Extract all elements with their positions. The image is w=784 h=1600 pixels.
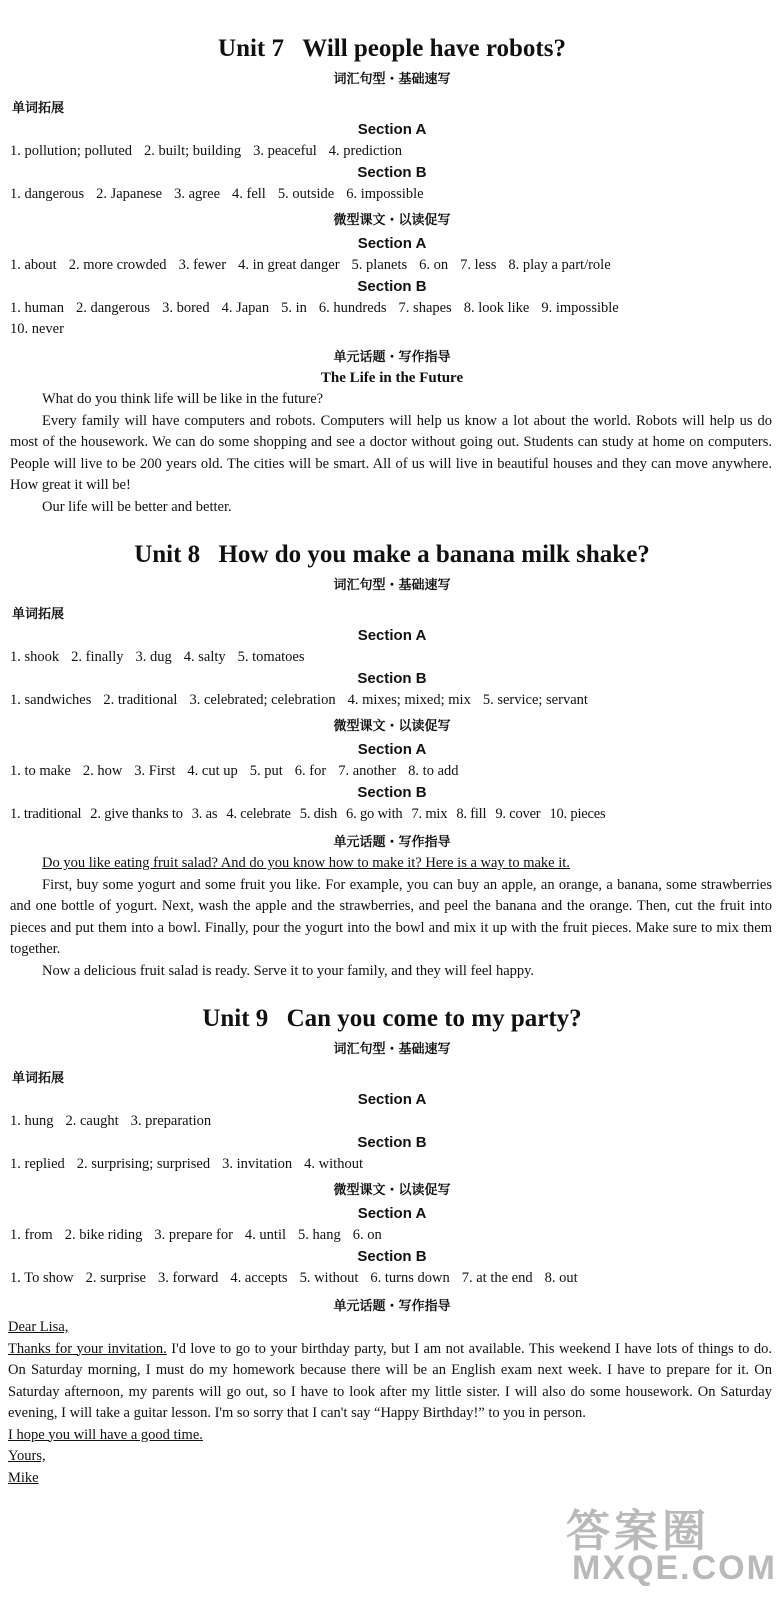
answer-item: 1. shook — [10, 649, 60, 665]
answer-item: 4. in great danger — [238, 257, 340, 273]
unit8-essay-opening: Do you like eating fruit salad? And do you know how to make it? Here is a way to make it. — [42, 855, 570, 871]
letter-thanks: Thanks for your invitation. — [8, 1340, 167, 1357]
answer-item: 1. human — [10, 300, 64, 316]
answer-item: 1. replied — [10, 1156, 65, 1172]
unit8-block — [0, 540, 784, 982]
answer-item: 5. put — [249, 763, 283, 779]
answer-item: 5. in — [281, 300, 307, 316]
letter-closing-line: I hope you will have a good time. — [8, 1426, 203, 1443]
unit7-micro-secB-row2 — [0, 319, 784, 340]
answer-item: 8. fill — [456, 806, 487, 822]
unit8-micro-secA-label: Section A — [357, 741, 427, 758]
answer-item: 3. agree — [174, 186, 221, 202]
answer-item: 2. how — [82, 763, 123, 779]
answer-item: 4. celebrate — [226, 806, 291, 822]
answer-item: 1. dangerous — [10, 186, 85, 202]
letter-yours: Yours, — [8, 1448, 46, 1464]
unit9-micro-secB-label: Section B — [357, 1248, 427, 1265]
unit8-micro-secA-row — [0, 761, 784, 782]
unit8-micro-secB-label: Section B — [357, 784, 427, 801]
unit9-name: Can you come to my party? — [286, 1005, 582, 1032]
answer-item: 3. bored — [162, 300, 210, 316]
letter-signature: Mike — [8, 1469, 39, 1486]
answer-item: 2. surprise — [85, 1270, 146, 1286]
answer-item: 1. to make — [10, 763, 71, 779]
unit9-vocab-header: 词汇句型・基础速写 — [333, 1042, 451, 1057]
unit8-number: Unit 8 — [134, 541, 201, 568]
unit7-vocab-header: 词汇句型・基础速写 — [333, 72, 451, 87]
unit8-micro-header: 微型课文・以读促写 — [333, 719, 451, 734]
unit7-essay-p3: Our life will be better and better. — [42, 498, 232, 515]
answer-item: 2. built; building — [144, 143, 242, 159]
unit9-micro-secA-label: Section A — [357, 1205, 427, 1222]
unit8-micro-secB-row — [0, 804, 784, 825]
answer-item: 3. peaceful — [253, 143, 317, 159]
unit8-secA-row — [0, 647, 784, 668]
unit7-micro-secA-label: Section A — [357, 235, 427, 252]
unit7-micro-secA-row — [0, 255, 784, 276]
letter-greeting: Dear Lisa, — [8, 1319, 69, 1335]
answer-item: 6. on — [419, 257, 449, 273]
unit8-secA-label: Section A — [357, 627, 427, 644]
unit9-secA-label: Section A — [357, 1091, 427, 1108]
answer-item: 2. surprising; surprised — [76, 1156, 211, 1172]
answer-item: 4. without — [304, 1156, 363, 1172]
unit8-topic-header: 单元话题・写作指导 — [333, 835, 451, 850]
answer-item: 6. hundreds — [318, 300, 387, 316]
answer-item: 7. another — [338, 763, 397, 779]
unit7-micro-secB-label: Section B — [357, 278, 427, 295]
answer-item: 3. invitation — [222, 1156, 293, 1172]
answer-item: 5. without — [299, 1270, 359, 1286]
unit9-topic-header: 单元话题・写作指导 — [333, 1299, 451, 1314]
unit9-secB-row — [0, 1154, 784, 1175]
answer-item: 1. To show — [10, 1270, 74, 1286]
watermark-chinese: 答案圈 — [566, 1507, 710, 1556]
unit9-letter-yours — [0, 1446, 784, 1468]
answer-item: 1. about — [10, 257, 57, 273]
answer-item: 3. forward — [158, 1270, 219, 1286]
answer-item: 4. prediction — [328, 143, 403, 159]
unit9-letter-greeting — [0, 1317, 784, 1339]
answer-item: 10. never — [10, 321, 64, 337]
answer-item: 7. mix — [411, 806, 448, 822]
answer-item: 8. look like — [463, 300, 530, 316]
unit7-essay-p1: What do you think life will be like in the future? — [42, 391, 324, 407]
answer-item: 7. at the end — [461, 1270, 533, 1286]
answer-item: 4. salty — [183, 649, 226, 665]
answer-item: 8. out — [544, 1270, 578, 1286]
unit8-secB-row — [0, 690, 784, 711]
answer-item: 7. less — [460, 257, 497, 273]
unit7-essay-p2: Every family will have computers and robots. Computers will help us know a lot about the world. Robots will help us do most of the housework. We can do some shopping and see a doctor without going out. Students can study at home on computers. People will live to be 200 years old. The cities will be smart. All of us will live in beautiful houses and they can move anywhere. How great it will be! — [10, 412, 772, 493]
answer-item: 2. more crowded — [68, 257, 167, 273]
answer-item: 1. traditional — [10, 806, 82, 822]
unit9-title — [0, 1004, 784, 1034]
answer-item: 1. sandwiches — [10, 692, 92, 708]
unit8-essay-p1 — [0, 853, 784, 875]
answer-item: 9. cover — [495, 806, 541, 822]
answer-item: 2. dangerous — [75, 300, 151, 316]
unit9-number: Unit 9 — [202, 1005, 269, 1032]
unit7-secB-label: Section B — [357, 164, 427, 181]
unit8-essay-p3: Now a delicious fruit salad is ready. Serve it to your family, and they will feel happy. — [42, 962, 535, 979]
answer-item: 5. dish — [299, 806, 338, 822]
unit7-micro-secB-row — [0, 298, 784, 319]
answer-item: 6. go with — [346, 806, 403, 822]
unit8-title — [0, 540, 784, 570]
unit7-secB-row — [0, 184, 784, 205]
answer-item: 8. to add — [408, 763, 459, 779]
answer-item: 2. give thanks to — [90, 806, 183, 822]
answer-item: 3. fewer — [178, 257, 227, 273]
unit9-secA-row — [0, 1111, 784, 1132]
answer-item: 6. on — [352, 1227, 382, 1243]
unit7-topic-header: 单元话题・写作指导 — [333, 350, 451, 365]
unit7-micro-header: 微型课文・以读促写 — [333, 213, 451, 228]
answer-item: 4. until — [244, 1227, 287, 1243]
answer-item: 6. turns down — [370, 1270, 450, 1286]
unit9-letter-body — [0, 1339, 784, 1425]
answer-item: 3. preparation — [130, 1113, 212, 1129]
answer-item: 2. caught — [65, 1113, 119, 1129]
unit9-letter-name — [0, 1468, 784, 1490]
answer-item: 2. bike riding — [64, 1227, 143, 1243]
letter-body-text: I'd love to go to your birthday party, but I am not available. This weekend I have lots of things to do. On Saturday morning, I must do my homework because there will be an English exam next week. I have to prepare for it. On Saturday afternoon, my parents will go out, so I have to look after my little sister. I will also do some housework. On Saturday evening, I will take a guitar lesson. I'm so sorry that I can't say “Happy Birthday!” to you in person. — [8, 1340, 772, 1421]
answer-item: 5. hang — [298, 1227, 341, 1243]
answer-item: 7. shapes — [398, 300, 452, 316]
unit7-word-extension: 单词拓展 — [12, 101, 65, 116]
unit7-secA-row — [0, 141, 784, 162]
site-watermark — [556, 1493, 777, 1597]
answer-item: 5. outside — [277, 186, 335, 202]
unit9-micro-secA-row — [0, 1225, 784, 1246]
unit8-word-extension: 单词拓展 — [12, 607, 65, 622]
answer-item: 5. service; servant — [482, 692, 588, 708]
answer-item: 2. Japanese — [96, 186, 163, 202]
answer-item: 4. fell — [232, 186, 266, 202]
unit9-word-extension: 单词拓展 — [12, 1071, 65, 1086]
answer-item: 5. tomatoes — [237, 649, 305, 665]
unit7-secA-label: Section A — [357, 121, 427, 138]
answer-item: 4. cut up — [187, 763, 238, 779]
answer-item: 9. impossible — [541, 300, 619, 316]
unit9-secB-label: Section B — [357, 1134, 427, 1151]
unit9-block — [0, 1004, 784, 1489]
answer-item: 1. hung — [10, 1113, 54, 1129]
answer-item: 8. play a part/role — [508, 257, 611, 273]
answer-item: 4. mixes; mixed; mix — [347, 692, 471, 708]
answer-item: 10. pieces — [549, 806, 606, 822]
answer-item: 3. prepare for — [154, 1227, 233, 1243]
unit7-title — [0, 34, 784, 64]
answer-item: 3. First — [134, 763, 176, 779]
unit7-name: Will people have robots? — [302, 35, 566, 62]
answer-item: 6. for — [294, 763, 327, 779]
answer-item: 3. as — [191, 806, 218, 822]
answer-item: 2. traditional — [103, 692, 178, 708]
watermark-domain: MXQE.COM — [572, 1549, 777, 1587]
answer-item: 3. celebrated; celebration — [189, 692, 336, 708]
unit8-vocab-header: 词汇句型・基础速写 — [333, 578, 451, 593]
unit8-essay-p2: First, buy some yogurt and some fruit you like. For example, you can buy an apple, an orange, a banana, some strawberries and one bottle of yogurt. Next, wash the apple and the strawberries, and peel the banana and the orange. Then, cut the fruit into pieces and put them into a bowl. Finally, pour the yogurt into the bowl and mix it up with the fruit pieces. Make sure to mix them together. — [10, 876, 772, 957]
answer-item: 2. finally — [71, 649, 124, 665]
unit9-micro-secB-row — [0, 1268, 784, 1289]
answer-item: 5. planets — [351, 257, 408, 273]
answer-item: 1. pollution; polluted — [10, 143, 133, 159]
answer-item: 6. impossible — [346, 186, 424, 202]
unit9-letter-closing — [0, 1425, 784, 1447]
answer-item: 1. from — [10, 1227, 53, 1243]
answer-item: 3. dug — [135, 649, 172, 665]
unit9-micro-header: 微型课文・以读促写 — [333, 1183, 451, 1198]
unit7-essay-title: The Life in the Future — [320, 370, 464, 386]
unit7-block — [0, 34, 784, 518]
unit7-number: Unit 7 — [218, 35, 285, 62]
answer-item: 4. accepts — [230, 1270, 288, 1286]
unit8-secB-label: Section B — [357, 670, 427, 687]
answer-item: 4. Japan — [221, 300, 270, 316]
unit8-name: How do you make a banana milk shake? — [218, 541, 650, 568]
